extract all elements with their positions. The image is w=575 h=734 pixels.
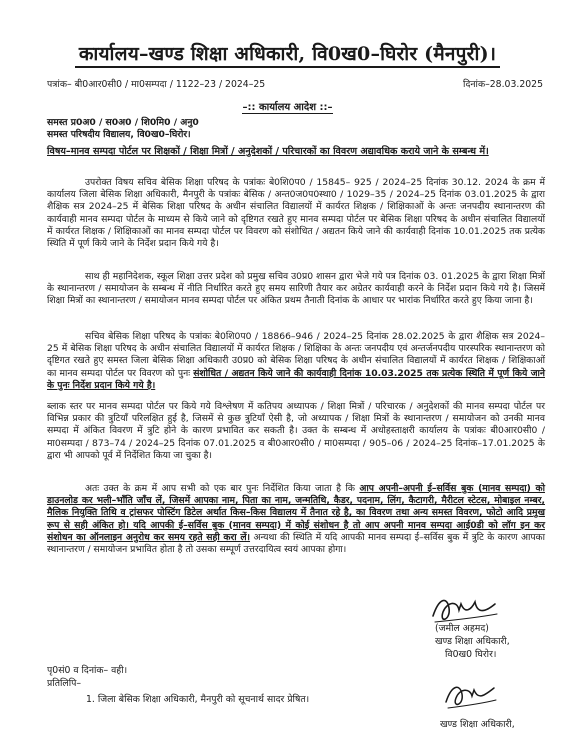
- copy-reference: पृ0सं0 व दिनांक– वही।: [47, 665, 128, 676]
- addressee-line-2: समस्त परिषदीय विद्यालय, वि0ख0–घिरोर।: [47, 129, 191, 141]
- subject-text: मानव सम्पदा पोर्टल पर शिक्षकों / शिक्षा मित्रों / अनुदेशकों / परिचारकों का विवरण अद्यावधिक कराये जाने के सम्बन्ध में।: [70, 146, 489, 157]
- letterhead-title: कार्यालय–खण्ड शिक्षा अधिकारी, वि0ख0–घिरोर (मैनपुरी)।: [0, 40, 575, 66]
- addressee-line-1: समस्त प्र0अ0 / स0अ0 / शि0मि0 / अनु0: [47, 117, 199, 128]
- subject-label: विषय–: [47, 146, 71, 157]
- signature-block-1: [435, 622, 510, 661]
- paragraph-4: ब्लाक स्तर पर मानव सम्पदा पोर्टल पर किये गये विश्लेषण में कतिपय अध्यापक / शिक्षा मित्रों / परिचारक / अनुदेशकों की मानव सम्पदा पोर्टल पर विभिन्न प्रकार की त्रुटियाँ परिलक्षित हुई है, जिसमें से कुछ त्रुटियाँ ऐसी है, जो अध्यापक / शिक्षा मित्रों के स्थानान्तरण / समायोजन को उनकी मानव सम्पदा में अंकित विवरण में त्रुटि होने के कारण प्रभावित कर सकती है। उक्त के सम्बन्ध में अधोहस्ताक्षरी कार्यालय के पत्रांकः बी0आर0सी0 / मा0सम्पदा / 873–74 / 2024–25 दिनांक 07.01.2025 व बी0आर0सी0 / मा0सम्पदा / 905–06 / 2024–25 दिनांक–17.01.2025 के द्वारा भी आपको पूर्व में निर्देशित किया जा चुका है।: [47, 401, 545, 461]
- paragraph-5-emphasis: आप अपनी–अपनी ई–सर्विस बुक (मानव सम्पदा) को डाउनलोड कर भली–भाँति जाँच लें, जिसमें आपका नाम, पिता का नाम, जन्मतिथि, कैडर, पदनाम, लिंग, कैटागरी, मैरीटल स्टेटस, मोबाइल नम्बर, मैलिक नियुक्ति तिथि व ट्रांसफर पोस्टिंग डिटेल अर्थात किस–किस विद्यालय में तैनात रहे है, का विवरण तथा अन्य समस्त विवरण, फोटो आदि प्रमुख रूप से सही अंकित हो। यदि आपकी ई–सर्विस बुक (मानव सम्पदा) में कोई संशोधन है तो आप अपनी मानव सम्पदा आई0डी को लॉग इन कर संशोधन का ऑनलाइन अनुरोध कर समय रहते सही करा लें।: [47, 483, 545, 543]
- paragraph-1: उपरोक्त विषय सचिव बेसिक शिक्षा परिषद के पत्रांकः बे0शि0प0 / 15845– 925 / 2024–25 दिनांक 30.12. 2024 के क्रम में कार्यालय जिला बेसिक शिक्षा अधिकारी, मैनपुरी के पत्रांकः बेसिक / अन्त0ज0प0स्था0 / 1029–35 / 2024–25 दिनांक 03.01.2025 के द्वारा शैक्षिक सत्र 2024–25 में बेसिक शिक्षा परिषद के अधीन संचालित विद्यालयों में कार्यरत शिक्षक / शिक्षिकाओं के अन्तः जनपदीय स्थानान्तरण की कार्यवाही मानव सम्पदा पोर्टल के माध्यम से किये जाने को दृष्टिगत रखते हुए मानव सम्पदा पोर्टल पर बेसिक शिक्षा परिषद के अधीन संचालित विद्यालयों में कार्यरत शिक्षक / शिक्षिकाओं का मानव सम्पदा पोर्टल पर विवरण को संशोधित / अद्यतन किये जाने की कार्यवाही दिनांक 10.01.2025 तक प्रत्येक स्थिति में पूर्ण किये जाने के निर्देश प्रदान किये गये है।: [47, 177, 545, 250]
- subject: [47, 146, 545, 159]
- copy-recipient-1: 1. जिला बेसिक शिक्षा अधिकारी, मैनपुरी को सूचनार्थ सादर प्रेषित।: [86, 694, 310, 705]
- signatory-place: वि0ख0 घिरोर।: [445, 649, 497, 660]
- signature-image-2: [440, 678, 500, 714]
- signature-block-2: [440, 718, 515, 731]
- signatory-name: (जमील अहमद): [435, 623, 489, 634]
- copy-label: प्रतिलिपि–: [47, 678, 82, 689]
- reference-number: पत्रांक– बी0आर0सी0 / मा0सम्पदा / 1122–23 / 2024–25: [47, 79, 266, 90]
- paragraph-3: सचिव बेसिक शिक्षा परिषद के पत्रांकः बे0शि0प0 / 18866–946 / 2024–25 दिनांक 28.02.2025 के द्वारा शैक्षिक सत्र 2024–25 में बेसिक शिक्षा परिषद के अधीन संचालित विद्यालयों में कार्यरत शिक्षक / शिक्षिका के अन्तः जनपदीय एवं अन्तर्जनपदीय पारस्परिक स्थानान्तरण को दृष्टिगत रखते हुए समस्त जिला बेसिक शिक्षा अधिकारी उ0प्र0 को बेसिक शिक्षा परिषद के अधीन संचालित विद्यालयों में कार्यरत शिक्षक / शिक्षिकाओं का मानव सम्पदा पोर्टल पर विवरण को पुनः संशोधित / अद्यतन किये जाने की कार्यवाही दिनांक 10.03.2025 तक प्रत्येक स्थिति में पूर्ण किये जाने के पुनः निर्देश प्रदान किये गये है।: [47, 331, 545, 391]
- reference-date: दिनांक–28.03.2025: [463, 79, 543, 90]
- addressee: [47, 117, 545, 141]
- paragraph-2: साथ ही महानिदेशक, स्कूल शिक्षा उत्तर प्रदेश को प्रमुख सचिव उ0प्र0 शासन द्वारा भेजे गये पत्र दिनांक 03. 01.2025 के द्वारा शिक्षा मित्रों के स्थानान्तरण / समायोजन के सम्बन्ध में नीति निर्धारित करते हुए समय सारिणी तैयार कर अग्रेतर कार्यवाही करने के निर्देश प्रदान किये गये है। जिसमें शिक्षा मित्रों का स्थानान्तरण / समायोजन मानव सम्पदा पोर्टल पर अंकित प्रथम तैनाती दिनांक के आधार पर भारांक निर्धारित करते हुए किया जाना है।: [47, 271, 545, 307]
- paragraph-3-emphasis: संशोधित / अद्यतन किये जाने की कार्यवाही दिनांक 10.03.2025 तक प्रत्येक स्थिति में पूर्ण किये जाने के पुनः निर्देश प्रदान किये गये है।: [47, 367, 545, 391]
- signatory-designation: खण्ड शिक्षा अधिकारी,: [435, 636, 510, 647]
- order-title: –:: कार्यालय आदेश ::–: [242, 102, 333, 113]
- signatory-designation-2: खण्ड शिक्षा अधिकारी,: [440, 719, 515, 730]
- paragraph-5: अतः उक्त के क्रम में आप सभी को एक बार पुनः निर्देशित किया जाता है कि आप अपनी–अपनी ई–सर्विस बुक (मानव सम्पदा) को डाउनलोड कर भली–भाँति जाँच लें, जिसमें आपका नाम, पिता का नाम, जन्मतिथि, कैडर, पदनाम, लिंग, कैटागरी, मैरीटल स्टेटस, मोबाइल नम्बर, मैलिक नियुक्ति तिथि व ट्रांसफर पोस्टिंग डिटेल अर्थात किस–किस विद्यालय में तैनात रहे है, का विवरण तथा अन्य समस्त विवरण, फोटो आदि प्रमुख रूप से सही अंकित हो। यदि आपकी ई–सर्विस बुक (मानव सम्पदा) में कोई संशोधन है तो आप अपनी मानव सम्पदा आई0डी को लॉग इन कर संशोधन का ऑनलाइन अनुरोध कर समय रहते सही करा लें। अन्यथा की स्थिति में यदि आपकी मानव सम्पदा ई–सर्विस बुक में त्रुटि के कारण आपका स्थानान्तरण / समायोजन प्रभावित होता है तो उसका सम्पूर्ण उत्तरदायित्व स्वयं आपका होगा।: [47, 483, 545, 556]
